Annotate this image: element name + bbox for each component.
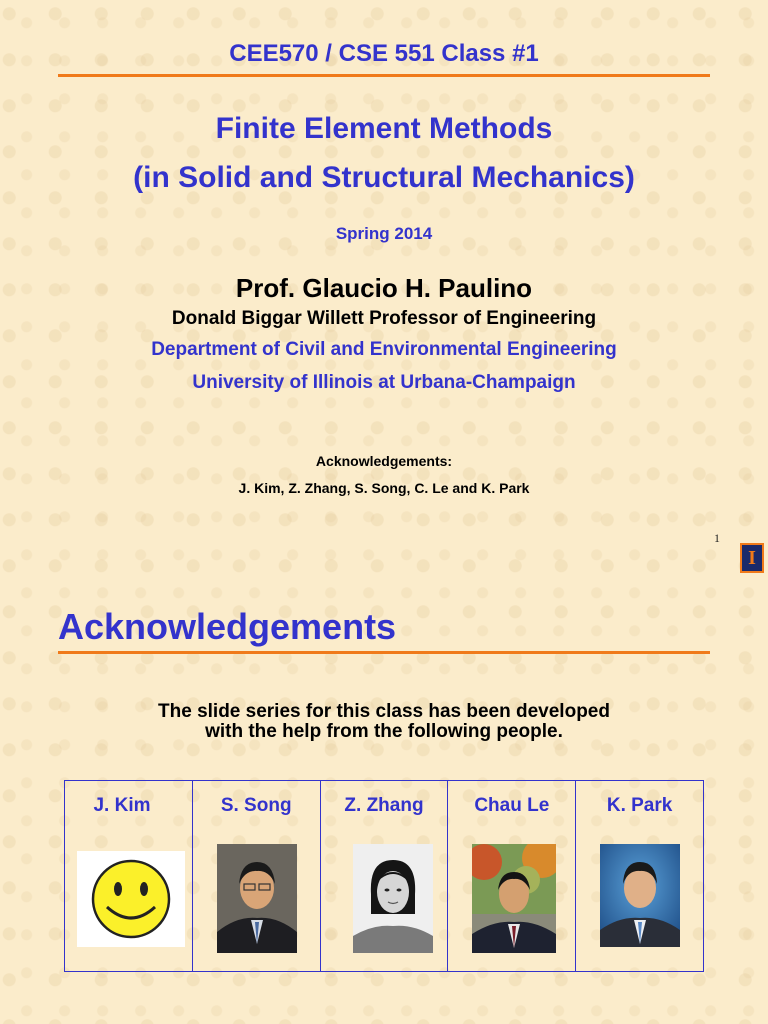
course-term: Spring 2014 <box>335 224 433 243</box>
intro-line-1: The slide series for this class has been developed <box>158 701 610 722</box>
acknowledgements-heading: Acknowledgements: <box>315 453 453 469</box>
intro-text <box>0 702 768 742</box>
slide-heading: Acknowledgements <box>58 606 397 647</box>
portrait-photo-k-park <box>600 844 680 947</box>
person-name: J. Kim <box>93 795 151 816</box>
acknowledgements-slide <box>0 584 768 1024</box>
heading-divider <box>58 651 710 654</box>
smiley-face-icon <box>77 851 185 947</box>
person-cell-chau-le <box>448 781 576 971</box>
professor-position: Donald Biggar Willett Professor of Engineering <box>171 308 597 329</box>
person-cell-j-kim <box>65 781 193 971</box>
person-cell-z-zhang <box>321 781 449 971</box>
course-code: CEE570 / CSE 551 Class #1 <box>229 40 539 67</box>
person-cell-s-song <box>193 781 321 971</box>
person-cell-k-park <box>576 781 703 971</box>
course-title-line2: (in Solid and Structural Mechanics) <box>133 161 635 194</box>
person-name: S. Song <box>220 795 292 816</box>
intro-line-2: with the help from the following people. <box>205 721 563 742</box>
acknowledgements-names: J. Kim, Z. Zhang, S. Song, C. Le and K. Park <box>238 480 530 496</box>
title-divider <box>58 74 710 77</box>
university-logo-icon: I <box>740 543 764 573</box>
people-table <box>64 780 704 972</box>
portrait-photo-z-zhang <box>353 844 433 953</box>
portrait-photo-chau-le <box>472 844 556 953</box>
department-name: Department of Civil and Environmental Engineering <box>151 339 617 360</box>
person-name: K. Park <box>606 795 673 816</box>
person-name: Chau Le <box>474 795 550 816</box>
professor-name: Prof. Glaucio H. Paulino <box>235 273 533 303</box>
university-name: University of Illinois at Urbana-Champaign <box>192 372 576 393</box>
slide-number: 1 <box>714 531 720 545</box>
course-title-line1: Finite Element Methods <box>215 112 553 145</box>
person-name: Z. Zhang <box>344 795 424 816</box>
portrait-photo-s-song <box>217 844 297 953</box>
